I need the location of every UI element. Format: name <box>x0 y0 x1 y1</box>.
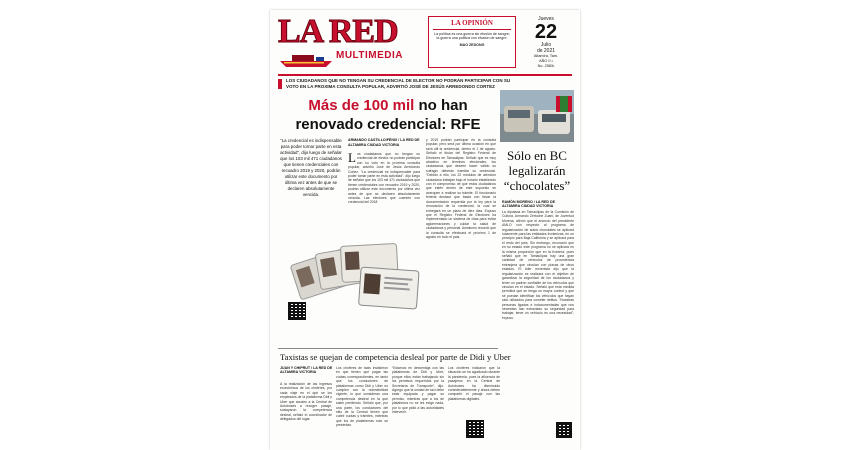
opinion-author: MAO ZEDONG <box>459 42 485 47</box>
headline-rest: no han renovado credencial: RFE <box>295 97 481 133</box>
cars-photo <box>500 90 574 142</box>
side-byline: RAMÓN MORENO / LA RED DE ALTAMIRA CIUDAD VICTORIA <box>502 200 555 209</box>
drop-cap: L <box>348 152 356 165</box>
qr-code-icon <box>466 420 484 438</box>
newspaper-page <box>270 10 580 450</box>
side-headline: Sólo en BC legalizarán “chocolates” <box>503 148 571 193</box>
date-box <box>520 16 572 68</box>
opinion-box <box>428 16 516 68</box>
bottom-column-4: Los choferes indicaron que la situación se ha agudizado durante la pandemia, pues la afluencia de pasajeros en la Central de Autobuses ha disminuido considerablemente y ahora deben compartir el pasaje con las plataformas digitales. <box>448 366 500 401</box>
lead-column-1-text: os ciudadanos que no tengan su credencial de elector no podrán participar con su voto en la próxima consulta popular, advirtió José de Jesús Arredondo Cortez. “La credencial es indispensable para poder tomar parte en esta actividad”, dijo luego de señalar que los 103 mil 471 ciudadanos que tienen credenciales con recuadro 2019 y 2020, podrán utilizar este documento por última vez antes de que se declaren absolutamente vencida. Las electores que cuenten con credencial del 2018 <box>348 152 420 205</box>
opinion-title: LA OPINIÓN <box>451 19 493 27</box>
bottom-column-1: A la realización de las ingresos económicos de los choferes, por cada viaje en el que se los empleados de la plataforma Didi y Uber que acuden a la Central de Autobuses a recoger pasaje, soslayaron la competencia desleal, señaló el coordinador de delegados del lugar. <box>280 382 332 422</box>
voter-cards-image <box>288 225 422 325</box>
lead-pull-quote: “La credencial es indispensable para poder tomar parte en esta actividad”, dijo luego de señalar que los 103 mil 471 ciudadanos que tienen credenciales con recuadro 2019 y 2020, podrán utilizar este documento por última vez antes de que se declaren absolutamente vencida. <box>280 138 342 197</box>
lead-byline: ARMANDO CASTILLO/FÉNIX / LA RED DE ALTAMIRA CIUDAD VICTORIA <box>348 138 420 147</box>
bottom-column-2: Los choferes de taxis insistieron en que tienen que pagar las cuotas correspondientes, en tanto que los conductores de plataformas como Didi y Uber no cumplen con la normatividad vigente, lo que consideran una competencia desleal en la que salen perdiendo. Señaló que, por una parte, los conductores del sitio de la Central tienen que cubrir cuotas y trámites, mientras que los de plataformas solo se presentan. <box>336 366 388 428</box>
lead-column-2: y 2019 podrán participar en la consulta popular, pero será por última ocasión en que será útil la credencial, dentro el 1 de agosto. Señaló el titular del Registro Federal de Electores en Tamaulipas. Señaló que es muy atractivo en términos electorales, los ciudadanos que deseen hacer válido su sufragio deberán tramitar su credencial. “Debido a ello, los 22 módulos de atención ciudadana trabajan bajo el horario establecido con el compromiso de que estos ciudadanos que estén dentro de este supuesto se acerquen a realizar su trámite. El funcionario federal destacó que basta con llevar la documentación requerida por la ley para la renovación de la credencial, la cual se entregará en un plazo de diez días. Expuso que el Registro Federal de Electores ha implementado un sistema de citas para evitar aglomeraciones y cuidar la salud de ciudadanos y personal. Asimismo recordó que la consulta se efectuará el próximo 1 de agosto en todo el país. <box>426 138 496 239</box>
lead-headline <box>280 96 496 134</box>
kicker-marker <box>278 79 282 89</box>
masthead-rule <box>278 74 572 76</box>
masthead-logo <box>278 14 428 70</box>
bottom-column-3: “Estamos en desventaja con las plataformas de Didi y Uber, porque ellos están trabajando sin los permisos requeridos por la Secretaría de Transporte”, dijo. Agregó que la unidad de taxi debe estar equipada y pagar su permiso, mientras que a los de plataforma no se les exige nada, por lo que pidió a las autoridades intervenir. <box>392 366 444 415</box>
date-number: No. 2583• <box>537 64 555 68</box>
side-column: La diputada en Tamaulipas de la Comisión de Cultura, Armando Zertuche Zuani, de Juventud Morena, afirmó que el anuncio del presidente AMLO con respecto al programa de regularización de autos chocolates se aplicará solamente para las entidades fronterizas, en un principio para Baja California y se aplicará para el resto del país. Sin embargo, reconoció que en su estado este programa no se aplicará en la misma proporción que en la frontera, pues señaló que en Tamaulipas hay una gran cantidad de vehículos de procedencia extranjera que circulan con placas de otros estados. El líder morenista dijo que la regularización se realizará con el objetivo de garantizar la seguridad de los ciudadanos y tener un padrón confiable de los vehículos que circulan en el estado. Señaló que esta medida permitirá que se tenga un mayor control y que se puedan identificar los vehículos que hayan sido utilizados para cometer delitos. “Nuestras personas ligadas e indocumentadas que nos necesitan han extraviado su seguridad para trabajar, tener un vehículo es una necesidad”, expuso. <box>502 210 574 320</box>
bottom-rule <box>278 348 498 349</box>
bottom-headline: Taxistas se quejan de competencia desleal por parte de Didi y Uber <box>280 352 511 362</box>
date-day-number: 22 <box>534 21 558 43</box>
logo-text: LA RED <box>278 13 398 50</box>
qr-code-icon <box>556 422 572 438</box>
opinion-quote: La política es una guerra sin efusión de sangre; la guerra una política con efusión de sangre. <box>434 32 510 41</box>
date-year: de 2021 <box>536 48 556 54</box>
cars-photo-graphic <box>500 90 574 142</box>
logo-subtitle: MULTIMEDIA <box>336 50 404 61</box>
headline-highlight: Más de 100 mil <box>308 97 415 114</box>
lead-column-1 <box>348 152 420 227</box>
lead-kicker: LOS CIUDADANOS QUE NO TENGAN SU CREDENCIAL DE ELECTOR NO PODRÁN PARTICIPAR CON SU VOTO EN LA PROXIMA CONSULTA POPULAR, ADVIRTIÓ JOSÉ DE JESÚS ARREDONDO CORTEZ <box>286 78 511 89</box>
date-month: Julio <box>540 42 552 48</box>
date-issue-line: AÑO II • <box>539 59 553 63</box>
opinion-divider <box>433 29 511 30</box>
bottom-byline: JUAN Y CHIPRUT / LA RED DE ALTAMIRA VICTORIA <box>280 366 333 375</box>
qr-code-icon <box>288 302 306 320</box>
ship-icon <box>278 52 338 68</box>
date-weekday: Jueves <box>538 16 554 22</box>
date-edition: Altamira, Tam. <box>533 54 559 58</box>
